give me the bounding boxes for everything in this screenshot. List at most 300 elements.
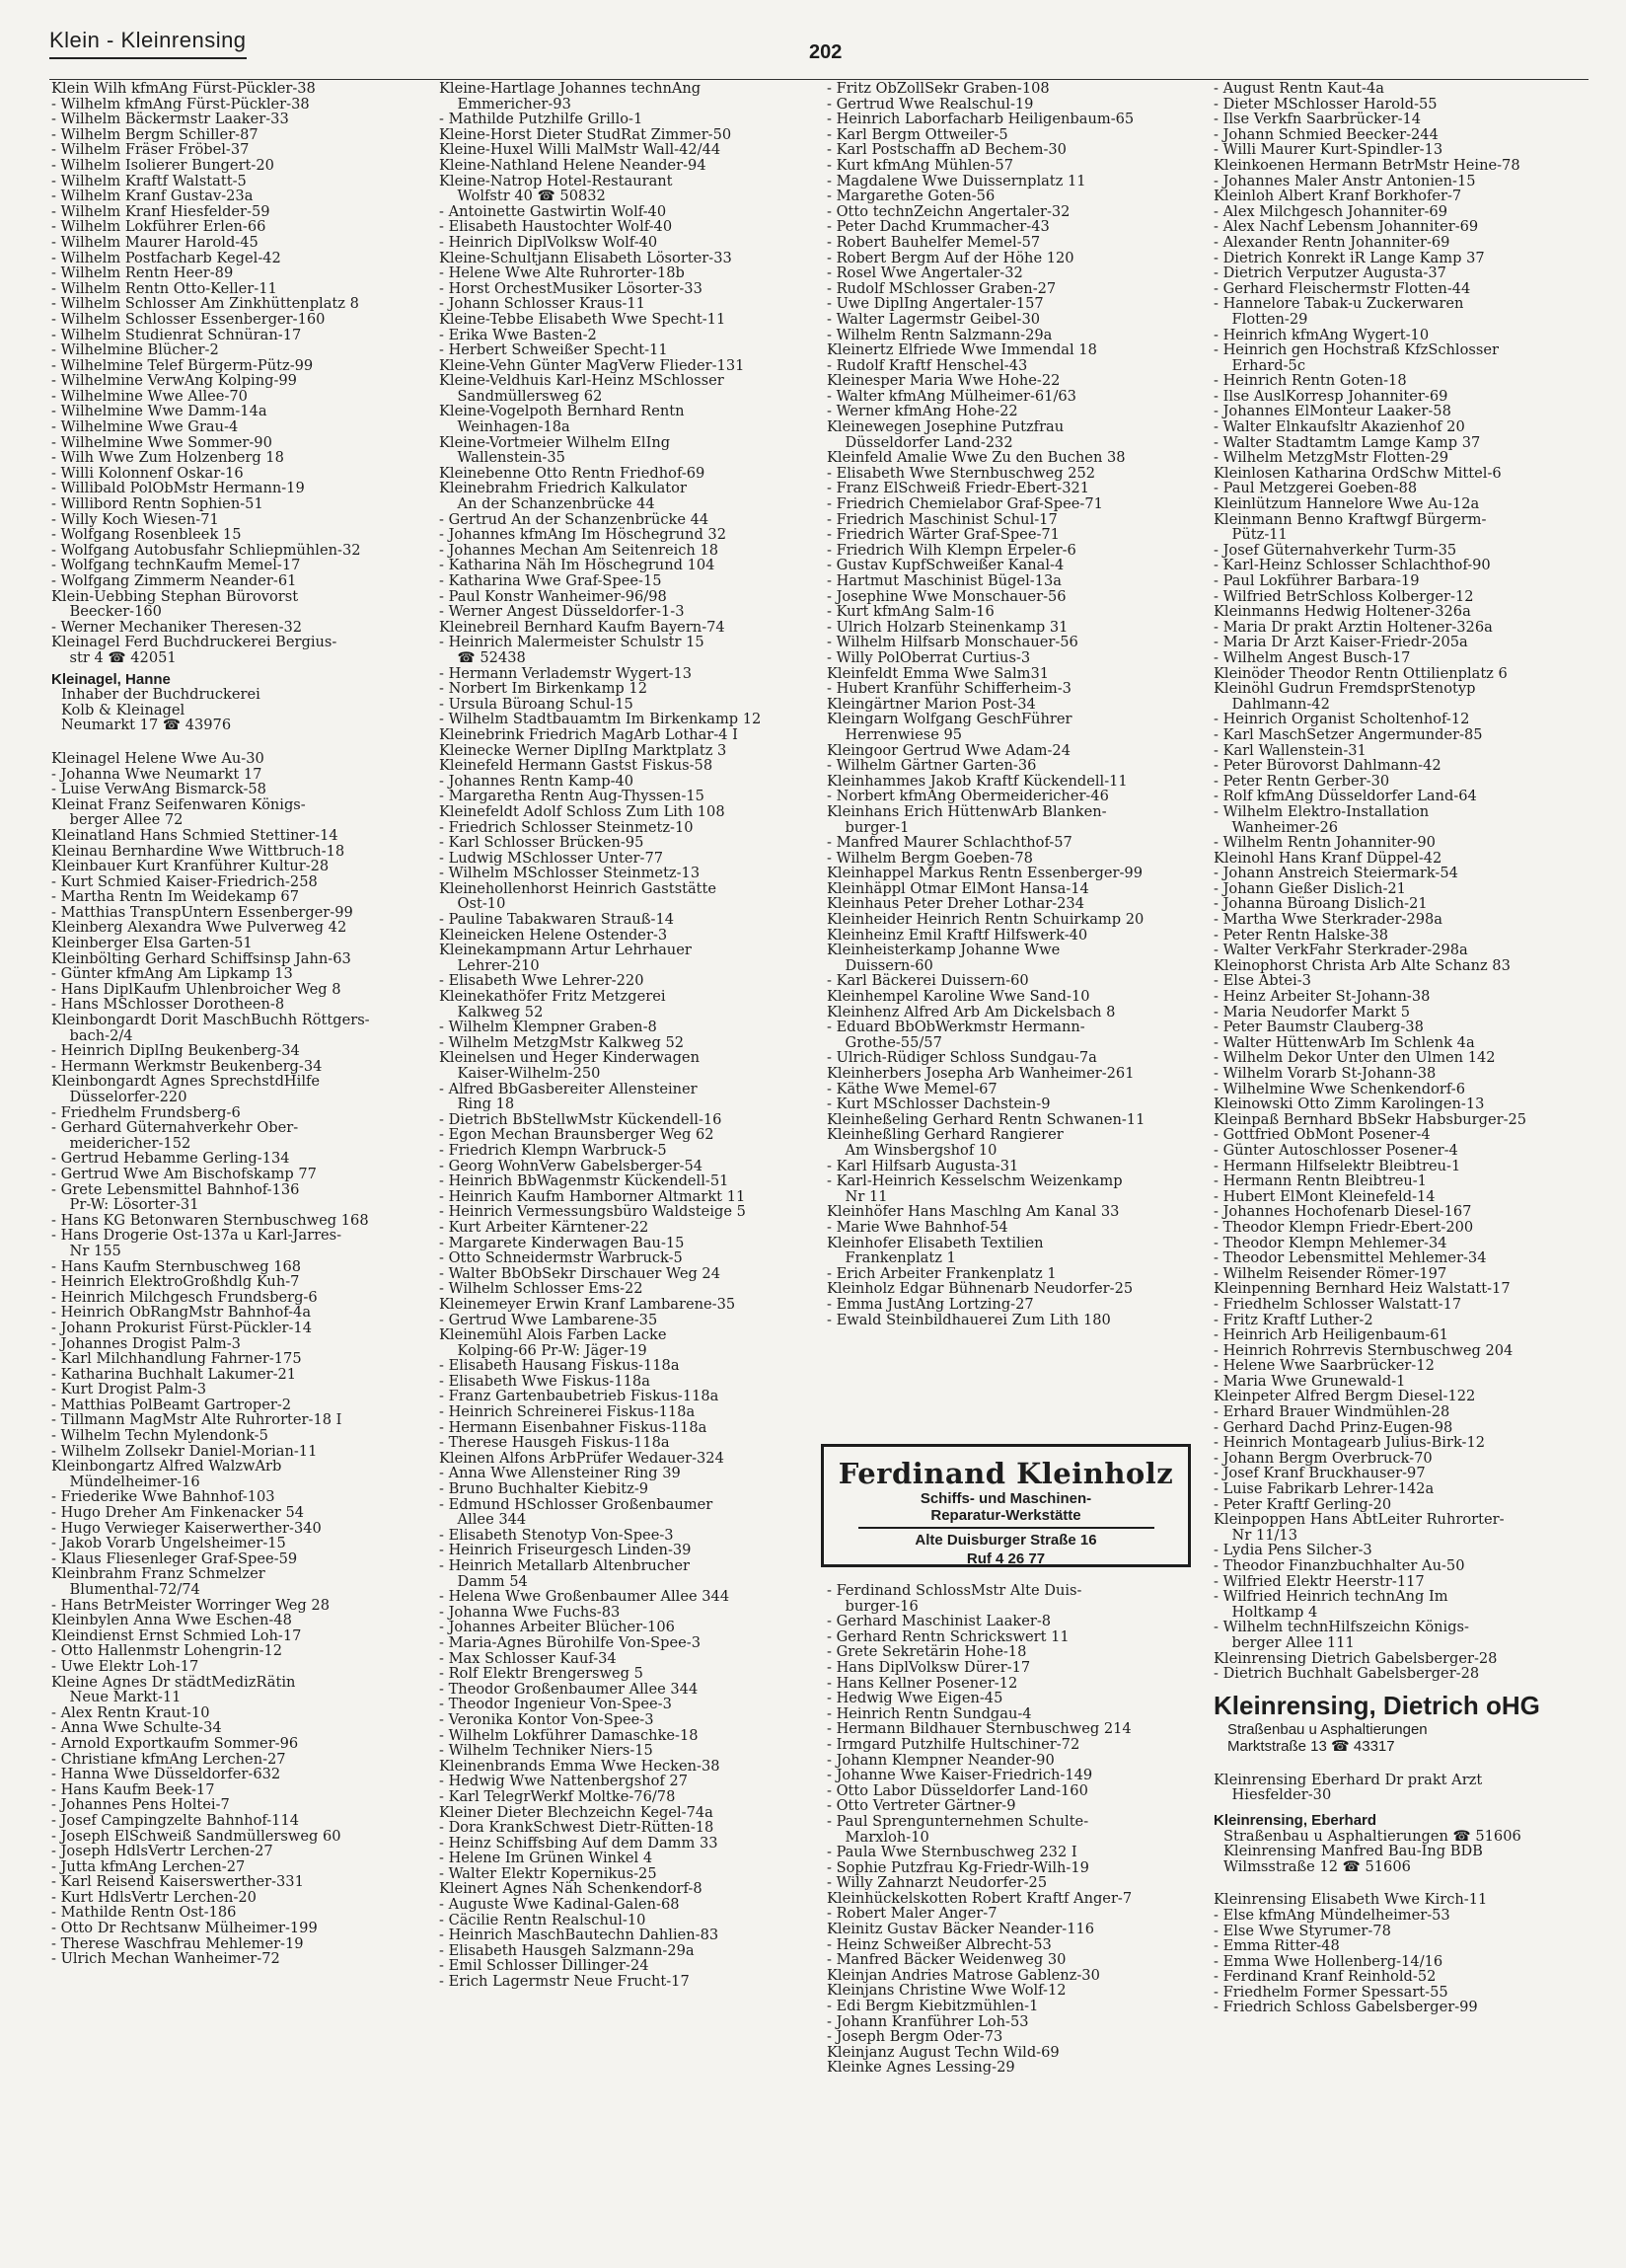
directory-entry: Marktstraße 13 ☎ 43317: [1227, 1737, 1395, 1755]
directory-entry: - Jutta kfmAng Lerchen-27: [51, 1858, 246, 1875]
directory-entry: - Friedrich Schloss Gabelsberger-99: [1214, 2000, 1478, 2016]
directory-entry: Sandmüllersweg 62: [439, 388, 603, 405]
directory-entry: Kleinpenning Bernhard Heiz Walstatt-17: [1214, 1281, 1511, 1297]
directory-entry: burger-1: [827, 819, 910, 836]
directory-entry: - Maria Dr prakt Ärztin Holtener-326a: [1214, 619, 1493, 636]
directory-entry: Kleinebrink Friedrich MagArb Lothar-4 I: [439, 726, 738, 743]
directory-entry: - Heinrich Montagearb Julius-Birk-12: [1214, 1435, 1486, 1451]
directory-entry: berger Allee 72: [51, 812, 184, 828]
directory-entry: - Heinrich gen Hochstraß KfzSchlosser: [1214, 342, 1499, 358]
directory-entry: - Heinz Schiffsbing Auf dem Damm 33: [439, 1835, 718, 1852]
directory-entry: - Grete Lebensmittel Bahnhof-136: [51, 1181, 300, 1198]
directory-entry: - Friedrich Chemielabor Graf-Spee-71: [827, 496, 1103, 512]
directory-entry: - Friedhelm Schlosser Walstatt-17: [1214, 1296, 1462, 1313]
directory-entry: Mündelheimer-16: [51, 1474, 200, 1490]
directory-entry: Kleinophorst Christa Arb Alte Schanz 83: [1214, 957, 1511, 974]
directory-entry: - Grete Sekretärin Hohe-18: [827, 1644, 1027, 1660]
directory-entry: - Wilhelm Bergm Goeben-78: [827, 850, 1033, 867]
directory-entry: burger-16: [827, 1598, 919, 1615]
directory-entry: Kleinfeldt Emma Wwe Salm31: [827, 665, 1050, 682]
directory-entry: - Paul Lokführer Barbara-19: [1214, 573, 1420, 589]
directory-entry: Kleingoor Gertrud Wwe Adam-24: [827, 742, 1071, 759]
directory-entry: Kleinagel Ferd Buchdruckerei Bergius-: [51, 635, 337, 650]
directory-entry: - Hans Drogerie Ost-137a u Karl-Jarres-: [51, 1228, 342, 1244]
ad-phone: Ruf 4 26 77: [966, 1550, 1046, 1567]
directory-entry: - Hermann Rentn Bleibtreu-1: [1214, 1173, 1427, 1189]
directory-entry: - Wilhelm MetzgMstr Kalkweg 52: [439, 1034, 685, 1051]
directory-entry: - Paula Wwe Sternbuschweg 232 I: [827, 1845, 1077, 1860]
spacer: [51, 733, 426, 751]
directory-entry: - Elisabeth Haustochter Wolf-40: [439, 219, 673, 235]
directory-entry: - Margarete Kinderwagen Bau-15: [439, 1235, 685, 1251]
directory-entry: - Gertrud Wwe Am Bischofskamp 77: [51, 1166, 317, 1182]
directory-entry: - Dietrich BbStellwMstr Kückendell-16: [439, 1111, 722, 1128]
directory-entry: Kleinheinz Emil Kraftf Hilfswerk-40: [827, 927, 1088, 944]
directory-entry: - Hannelore Tabak-u Zuckerwaren: [1214, 296, 1464, 312]
directory-entry: Kleinpeter Alfred Bergm Diesel-122: [1214, 1389, 1476, 1405]
directory-entry: Kleinheider Heinrich Rentn Schuirkamp 20: [827, 912, 1145, 928]
directory-entry: - Kurt Arbeiter Kärntener-22: [439, 1219, 649, 1236]
column-3: [827, 81, 1202, 1327]
directory-entry: Kleine-Natrop Hotel-Restaurant: [439, 173, 673, 189]
directory-entry: - Hartmut Maschinist Bügel-13a: [827, 573, 1062, 589]
directory-entry: - Wilhelm Zollsekr Daniel-Morian-11: [51, 1443, 318, 1460]
directory-entry: - Matthias TranspUntern Essenberger-99: [51, 904, 353, 921]
directory-entry: - Tillmann MagMstr Alte Ruhrorter-18 I: [51, 1412, 342, 1429]
directory-entry: - Karl Hilfsarb Augusta-31: [827, 1158, 1019, 1174]
directory-entry: - Robert Bauhelfer Memel-57: [827, 234, 1041, 251]
directory-entry: Wolfstr 40 ☎ 50832: [439, 189, 606, 204]
directory-entry: - Walter Lagermstr Geibel-30: [827, 311, 1041, 328]
directory-entry: Kleineicken Helene Ostender-3: [439, 927, 668, 944]
directory-entry: Kleinbongardt Dorit MaschBuchh Röttgers-: [51, 1013, 370, 1028]
directory-entry: - Hubert ElMont Kleinefeld-14: [1214, 1188, 1436, 1205]
directory-entry: - Willy Koch Wiesen-71: [51, 511, 219, 528]
ad-divider: [858, 1527, 1154, 1529]
directory-entry: - Otto Dr Rechtsanw Mülheimer-199: [51, 1921, 318, 1936]
directory-entry: - Rudolf MSchlosser Graben-27: [827, 280, 1057, 297]
directory-entry: - Johann Schlosser Kraus-11: [439, 296, 645, 312]
directory-entry: - Rudolf Kraftf Henschel-43: [827, 357, 1028, 374]
directory-entry: Kleinekampmann Artur Lehrhauer: [439, 943, 692, 958]
directory-entry: - Irmgard Putzhilfe Hultschiner-72: [827, 1736, 1080, 1753]
directory-entry: - Hans DiplKaufm Uhlenbroicher Weg 8: [51, 981, 341, 998]
directory-entry: - Karl Reisend Kaiserswerther-331: [51, 1874, 304, 1890]
directory-entry: berger Allee 111: [1214, 1634, 1355, 1651]
directory-entry: - Fritz ObZollSekr Graben-108: [827, 81, 1050, 97]
kleinrensing-eberhard-details: [1214, 1829, 1589, 1875]
directory-entry: - Wilhelm Angest Busch-17: [1214, 649, 1411, 666]
directory-entry: - Maria-Agnes Bürohilfe Von-Spee-3: [439, 1634, 701, 1651]
directory-entry: - Karl Milchhandlung Fahrner-175: [51, 1351, 302, 1367]
directory-entry: - Klaus Fliesenleger Graf-Spee-59: [51, 1550, 298, 1567]
directory-entry: - Friedhelm Former Spessart-55: [1214, 1984, 1448, 2001]
directory-entry: - Else kfmAng Mündelheimer-53: [1214, 1907, 1450, 1924]
directory-entry: - Hans Kellner Posener-12: [827, 1675, 1018, 1692]
directory-entry: - Maria Dr Arzt Kaiser-Friedr-205a: [1214, 635, 1468, 650]
directory-entry: Kleinefeld Hermann Gastst Fiskus-58: [439, 758, 713, 774]
directory-entry: Kleinkoenen Hermann BetrMstr Heine-78: [1214, 157, 1520, 174]
ferdinand-kleinholz-advertisement: [821, 1444, 1191, 1567]
directory-entry: Grothe-55/57: [827, 1034, 942, 1051]
directory-entry: - Wilhelm Gärtner Garten-36: [827, 758, 1037, 774]
directory-entry: - Willibald PolObMstr Hermann-19: [51, 481, 305, 497]
directory-entry: - Josef Kranf Bruckhauser-97: [1214, 1466, 1426, 1482]
directory-entry: - Gertrud Wwe Lambarene-35: [439, 1312, 658, 1328]
directory-entry: Kleinewegen Josephine Putzfrau: [827, 419, 1065, 435]
directory-entry: - Maria Neudorfer Markt 5: [1214, 1004, 1411, 1021]
directory-entry: - Wilhelm Vorarb St-Johann-38: [1214, 1066, 1437, 1082]
directory-entry: - Ulrich Mechan Wanheimer-72: [51, 1951, 280, 1967]
directory-entry: - Anna Wwe Schulte-34: [51, 1720, 222, 1736]
directory-entry: - Hans KG Betonwaren Sternbuschweg 168: [51, 1212, 369, 1229]
directory-entry: - Hugo Verwieger Kaiserwerther-340: [51, 1520, 322, 1537]
directory-entry: Kleinelsen und Heger Kinderwagen: [439, 1050, 700, 1066]
directory-entry: Kleinhofer Elisabeth Textilien: [827, 1235, 1044, 1251]
directory-entry: Düsselorfer-220: [51, 1090, 187, 1105]
directory-entry: - Johann Schmied Beecker-244: [1214, 126, 1439, 143]
directory-entry: Damm 54: [439, 1573, 528, 1590]
directory-entry: - Heinrich ObRangMstr Bahnhof-4a: [51, 1305, 312, 1321]
directory-entry: - Gerhard Maschinist Laaker-8: [827, 1614, 1052, 1629]
directory-entry: - Gerhard Dachd Prinz-Eugen-98: [1214, 1419, 1453, 1436]
directory-entry: Kleinhenz Alfred Arb Am Dickelsbach 8: [827, 1004, 1116, 1021]
directory-entry: Kleinertz Elfriede Wwe Immendal 18: [827, 342, 1097, 358]
directory-entry: Herrenwiese 95: [827, 726, 963, 743]
directory-entry: - Heinrich kfmAng Wygert-10: [1214, 327, 1430, 343]
directory-entry: Kleinbongardt Agnes SprechstdHilfe: [51, 1074, 321, 1090]
kleinagel-hanne-name: Kleinagel, Hanne: [51, 670, 171, 688]
directory-entry: - Karl Wallenstein-31: [1214, 742, 1367, 759]
directory-entry: - Wilhelm Klempner Graben-8: [439, 1020, 657, 1035]
directory-entry: - Christiane kfmAng Lerchen-27: [51, 1751, 286, 1768]
directory-entry: - Wilfried BetrSchloss Kolberger-12: [1214, 588, 1474, 605]
directory-entry: Kleinemeyer Erwin Kranf Lambarene-35: [439, 1296, 736, 1313]
directory-entry: - Wilhelmine VerwAng Kolping-99: [51, 373, 297, 389]
directory-entry: - Hans Kaufm Sternbuschweg 168: [51, 1258, 302, 1275]
directory-entry: - Erich Lagermstr Neue Frucht-17: [439, 1974, 690, 1990]
header-rule: [49, 79, 1589, 80]
directory-entry: - Otto Hallenmstr Lohengrin-12: [51, 1643, 283, 1659]
directory-entry: meidericher-152: [51, 1135, 191, 1152]
directory-entry: - Manfred Bäcker Weidenweg 30: [827, 1952, 1067, 1968]
directory-entry: - Rolf kfmAng Düsseldorfer Land-64: [1214, 789, 1477, 804]
directory-entry: - Wilhelmine Telef Bürgerm-Pütz-99: [51, 357, 314, 374]
page-number: 202: [809, 41, 843, 63]
directory-entry: - Otto Vertreter Gärtner-9: [827, 1798, 1016, 1814]
directory-entry: Wilmsstraße 12 ☎ 51606: [1223, 1857, 1411, 1875]
directory-entry: - Hugo Dreher Am Finkenacker 54: [51, 1505, 305, 1521]
directory-entry: - Uwe Elektr Loh-17: [51, 1658, 199, 1675]
directory-entry: - Kurt kfmAng Salm-16: [827, 604, 995, 620]
directory-entry: - Theodor Finanzbuchhalter Au-50: [1214, 1558, 1465, 1574]
directory-entry: - Wolfgang Rosenbleek 15: [51, 527, 242, 543]
directory-entry: Ost-10: [439, 896, 506, 913]
directory-entry: - Martha Wwe Sterkrader-298a: [1214, 912, 1442, 928]
directory-entry: - Arnold Exportkaufm Sommer-96: [51, 1735, 299, 1752]
directory-entry: - Walter HüttenwArb Im Schlenk 4a: [1214, 1034, 1475, 1051]
directory-entry: - Gerhard Rentn Schrickswert 11: [827, 1628, 1070, 1645]
column-1-entries-a: [51, 81, 426, 666]
directory-entry: Kleinhückelskotten Robert Kraftf Anger-7: [827, 1890, 1133, 1907]
directory-entry: - Wilhelmine Wwe Schenkendorf-6: [1214, 1081, 1465, 1097]
directory-entry: Kleiner Dieter Blechzeichn Kegel-74a: [439, 1804, 713, 1821]
directory-entry: - Heinrich Schreinerei Fiskus-118a: [439, 1404, 696, 1420]
directory-entry: - Johann Gießer Dislich-21: [1214, 880, 1406, 897]
directory-entry: Kleinebrahm Friedrich Kalkulator: [439, 481, 687, 497]
directory-entry: Kleine-Huxel Willi MalMstr Wall-42/44: [439, 142, 721, 158]
directory-entry: - Johann Anstreich Steiermark-54: [1214, 866, 1458, 881]
directory-entry: Kleinhaus Peter Dreher Lothar-234: [827, 896, 1084, 913]
directory-entry: - Heinrich DiplIng Beukenberg-34: [51, 1043, 300, 1059]
directory-entry: Kleinrensing Dietrich Gabelsberger-28: [1214, 1650, 1498, 1667]
directory-entry: Duissern-60: [827, 957, 933, 974]
directory-entry: Kleinagel Helene Wwe Au-30: [51, 750, 264, 767]
directory-entry: - Otto Labor Düsseldorfer Land-160: [827, 1782, 1088, 1799]
ad-line-2: Reparatur-Werkstätte: [930, 1507, 1081, 1524]
directory-entry: Lehrer-210: [439, 957, 540, 974]
page-header: [49, 28, 1589, 71]
directory-entry: Kleinmanns Hedwig Holtener-326a: [1214, 604, 1471, 620]
directory-entry: - Wilhelm technHilfszeichn Königs-: [1214, 1620, 1469, 1635]
directory-entry: Kaiser-Wilhelm-250: [439, 1066, 601, 1082]
directory-entry: - Georg WohnVerw Gabelsberger-54: [439, 1158, 703, 1174]
directory-entry: - Karl Bäckerei Duissern-60: [827, 973, 1029, 990]
directory-entry: - Wilhelm Kranf Hiesfelder-59: [51, 203, 270, 220]
directory-entry: - Otto Schneidermstr Warbruck-5: [439, 1250, 683, 1266]
directory-entry: - Anna Wwe Allensteiner Ring 39: [439, 1466, 681, 1482]
directory-entry: - Uwe DiplIng Angertaler-157: [827, 296, 1044, 312]
directory-entry: - Friedrich Klempn Warbruck-5: [439, 1142, 667, 1159]
directory-entry: Kleinhempel Karoline Wwe Sand-10: [827, 989, 1090, 1005]
directory-entry: - Hanna Wwe Düsseldorfer-632: [51, 1767, 281, 1782]
directory-entry: - Paul Sprengunternehmen Schulte-: [827, 1813, 1089, 1830]
directory-entry: - Johannes Mechan Am Seitenreich 18: [439, 542, 719, 559]
directory-entry: Kleinrensing Eberhard Dr prakt Arzt: [1214, 1772, 1483, 1788]
directory-entry: Kleine-Veldhuis Karl-Heinz MSchlosser: [439, 373, 724, 389]
directory-entry: Inhaber der Buchdruckerei: [61, 686, 260, 704]
directory-entry: - Gertrud An der Schanzenbrücke 44: [439, 511, 709, 528]
directory-entry: - Ewald Steinbildhauerei Zum Lith 180: [827, 1312, 1111, 1328]
directory-entry: Kleingarn Wolfgang GeschFührer: [827, 712, 1072, 727]
directory-entry: - Wilhelm Bergm Schiller-87: [51, 126, 259, 143]
directory-entry: Marxloh-10: [827, 1829, 929, 1846]
directory-entry: - Gertrud Wwe Realschul-19: [827, 96, 1034, 113]
directory-entry: - Mathilde Putzhilfe Grillo-1: [439, 112, 643, 127]
directory-entry: - Walter kfmAng Mülheimer-61/63: [827, 388, 1076, 405]
column-1-entries-b: [51, 751, 426, 1967]
kleinrensing-dietrich-ohg-details: [1214, 1721, 1589, 1755]
directory-entry: - Wolfgang Autobusfahr Schliepmühlen-32: [51, 542, 361, 559]
directory-entry: - Horst OrchestMusiker Lösorter-33: [439, 280, 702, 297]
directory-entry: - Helene Wwe Saarbrücker-12: [1214, 1358, 1435, 1374]
directory-entry: - Karl Schlosser Brücken-95: [439, 835, 644, 851]
directory-entry: - Herbert Schweißer Specht-11: [439, 342, 668, 358]
directory-entry: Neumarkt 17 ☎ 43976: [61, 717, 232, 734]
directory-entry: - Ilse AuslKorresp Johanniter-69: [1214, 388, 1448, 405]
directory-entry: - Manfred Maurer Schlachthof-57: [827, 835, 1072, 851]
directory-entry: - Heinrich Kaufm Hamborner Altmarkt 11: [439, 1188, 746, 1205]
directory-entry: - Wilhelm MetzgMstr Flotten-29: [1214, 450, 1449, 466]
directory-entry: - Norbert kfmAng Obermeidericher-46: [827, 789, 1109, 804]
title-underline: [49, 57, 247, 59]
directory-entry: - Walter Elnkaufsltr Akazienhof 20: [1214, 419, 1465, 435]
directory-entry: - Edmund HSchlosser Großenbaumer: [439, 1496, 713, 1513]
directory-entry: Kleinebenne Otto Rentn Friedhof-69: [439, 465, 705, 482]
directory-entry: - Karl MaschSetzer Angermunder-85: [1214, 726, 1483, 743]
directory-entry: Klein Wilh kfmAng Fürst-Pückler-38: [51, 81, 316, 97]
directory-entry: Kleine-Hartlage Johannes technAng: [439, 81, 702, 97]
directory-entry: Kleinbongartz Alfred WalzwArb: [51, 1459, 282, 1474]
directory-entry: - Josephine Wwe Monschauer-56: [827, 588, 1067, 605]
directory-entry: - Luise VerwAng Bismarck-58: [51, 782, 266, 797]
directory-entry: Kleine Agnes Dr städtMedizRätin: [51, 1674, 296, 1691]
directory-entry: - Ludwig MSchlosser Unter-77: [439, 850, 664, 867]
directory-entry: - Marie Wwe Bahnhof-54: [827, 1219, 1008, 1236]
directory-entry: - Hedwig Wwe Eigen-45: [827, 1691, 1003, 1706]
directory-entry: - Peter Kraftf Gerling-20: [1214, 1496, 1392, 1513]
directory-entry: - Wilhelm Stadtbauamtm Im Birkenkamp 12: [439, 712, 762, 727]
ad-line-1: Schiffs- und Maschinen-: [920, 1490, 1092, 1507]
directory-entry: - Helena Wwe Großenbaumer Allee 344: [439, 1589, 730, 1605]
directory-entry: - Karl Postschaffn aD Bechem-30: [827, 142, 1067, 158]
directory-entry: - Hermann Bildhauer Sternbuschweg 214: [827, 1721, 1132, 1737]
directory-entry: str 4 ☎ 42051: [51, 649, 177, 666]
directory-entry: - Johann Kranführer Loh-53: [827, 2013, 1029, 2030]
column-3-lower: [827, 1583, 1202, 2076]
directory-entry: - Paul Metzgerei Goeben-88: [1214, 481, 1418, 497]
directory-entry: - Else Wwe Styrumer-78: [1214, 1923, 1391, 1939]
directory-entry: Kleinjanz August Techn Wild-69: [827, 2044, 1060, 2061]
directory-entry: - Werner Angest Düsseldorfer-1-3: [439, 604, 685, 620]
directory-entry: Kleinberger Elsa Garten-51: [51, 936, 253, 951]
directory-entry: Kolping-66 Pr-W: Jäger-19: [439, 1342, 647, 1359]
directory-entry: - Therese Hausgeh Fiskus-118a: [439, 1435, 670, 1451]
directory-entry: - Kurt Schmied Kaiser-Friedrich-258: [51, 873, 318, 890]
directory-entry: - Katharina Näh Im Höschegrund 104: [439, 558, 715, 573]
directory-entry: Neue Markt-11: [51, 1690, 182, 1705]
directory-entry: - Hans Kaufm Beek-17: [51, 1781, 215, 1798]
directory-entry: - Johannes Rentn Kamp-40: [439, 773, 634, 790]
directory-entry: - Ilse Verkfn Saarbrücker-14: [1214, 112, 1422, 127]
directory-entry: - Joseph ElSchweiß Sandmüllersweg 60: [51, 1828, 341, 1845]
directory-entry: Kleinpoppen Hans AbtLeiter Ruhrorter-: [1214, 1512, 1505, 1528]
directory-entry: - Heinrich Metallarb Altenbrucher: [439, 1558, 691, 1574]
directory-entry: - Wilhelm Rentn Johanniter-90: [1214, 835, 1436, 851]
directory-entry: - Friedrich Schlosser Steinmetz-10: [439, 819, 694, 836]
column-3-entries-b: [827, 1583, 1202, 2076]
directory-entry: - Alex Milchgesch Johanniter-69: [1214, 203, 1447, 220]
directory-entry: - Gertrud Hebamme Gerling-134: [51, 1151, 290, 1167]
directory-entry: Kleinau Bernhardine Wwe Wittbruch-18: [51, 843, 345, 860]
column-3-entries-a: [827, 81, 1202, 1327]
directory-entry: Kleinemühl Alois Farben Lacke: [439, 1327, 667, 1343]
directory-entry: - Heinrich ElektroGroßhdlg Kuh-7: [51, 1274, 300, 1290]
directory-entry: - Hermann Eisenbahner Fiskus-118a: [439, 1419, 707, 1436]
kleinrensing-dietrich-ohg-name: Kleinrensing, Dietrich oHG: [1214, 1690, 1540, 1720]
directory-entry: Hiesfelder-30: [1214, 1787, 1332, 1803]
directory-entry: - Josef Campingzelte Bahnhof-114: [51, 1812, 300, 1829]
directory-entry: Kleinert Agnes Näh Schenkendorf-8: [439, 1881, 702, 1898]
directory-entry: - Johannes Hochofenarb Diesel-167: [1214, 1204, 1472, 1220]
directory-entry: Kleinesper Maria Wwe Hohe-22: [827, 373, 1061, 389]
column-4: [1214, 81, 1589, 2015]
directory-entry: - Willi Maurer Kurt-Spindler-13: [1214, 142, 1443, 158]
directory-entry: - Gustav KupfSchweißer Kanal-4: [827, 558, 1065, 573]
directory-entry: Straßenbau u Asphaltierungen ☎ 51606: [1223, 1827, 1521, 1845]
directory-entry: - Eduard BbObWerkmstr Hermann-: [827, 1020, 1085, 1035]
directory-entry: - Theodor Großenbaumer Allee 344: [439, 1681, 699, 1698]
directory-entry: - Wilhelm Fräser Fröbel-37: [51, 142, 250, 158]
directory-entry: - Sophie Putzfrau Kg-Friedr-Wilh-19: [827, 1859, 1089, 1876]
directory-entry: - Bruno Buchhalter Kiebitz-9: [439, 1481, 649, 1497]
directory-entry: - Wilhelm Schlosser Ems-22: [439, 1281, 643, 1297]
directory-entry: Kleinherbers Josepha Arb Wanheimer-261: [827, 1066, 1135, 1082]
directory-entry: Kleinöder Theodor Rentn Ottilienplatz 6: [1214, 665, 1508, 682]
directory-entry: - Otto technZeichn Angertaler-32: [827, 203, 1071, 220]
directory-entry: - Willibord Rentn Sophien-51: [51, 496, 263, 512]
directory-entry: - Peter Baumstr Clauberg-38: [1214, 1020, 1424, 1035]
directory-entry: - Wolfgang technKaufm Memel-17: [51, 558, 301, 573]
directory-entry: - Johannes Arbeiter Blücher-106: [439, 1620, 675, 1635]
directory-entry: Kleinlosen Katharina OrdSchw Mittel-6: [1214, 465, 1502, 482]
directory-entry: - Heinrich Milchgesch Frundsberg-6: [51, 1289, 318, 1306]
directory-entry: - Wilhelm Maurer Harold-45: [51, 234, 259, 251]
directory-entry: - Wilhelmine Wwe Sommer-90: [51, 434, 272, 451]
directory-entry: - Katharina Buchhalt Lakumer-21: [51, 1366, 297, 1383]
directory-entry: - Wilhelm Isolierer Bungert-20: [51, 157, 274, 174]
directory-entry: Kleinrensing Manfred Bau-Ing BDB: [1223, 1843, 1483, 1860]
directory-entry: - Heinrich Rentn Goten-18: [1214, 373, 1407, 389]
directory-entry: - Friedrich Maschinist Schul-17: [827, 511, 1058, 528]
directory-entry: Kleinen Alfons ArbPrüfer Wedauer-324: [439, 1450, 724, 1467]
directory-entry: - Franz Gartenbaubetrieb Fiskus-118a: [439, 1389, 719, 1405]
column-2: [439, 81, 814, 1990]
directory-entry: - Walter Stadtamtm Lamge Kamp 37: [1214, 434, 1481, 451]
directory-entry: - Johannes kfmAng Im Höschegrund 32: [439, 527, 726, 543]
column-4-entries-b: [1214, 1773, 1589, 1803]
directory-entry: Kleinebreil Bernhard Kaufm Bayern-74: [439, 619, 725, 636]
directory-entry: - Elisabeth Hausang Fiskus-118a: [439, 1358, 680, 1374]
directory-entry: - Elisabeth Hausgeh Salzmann-29a: [439, 1942, 695, 1959]
directory-entry: Kleine-Vehn Günter MagVerw Flieder-131: [439, 357, 745, 374]
directory-entry: - Kurt HdlsVertr Lerchen-20: [51, 1889, 257, 1906]
directory-entry: Kleingärtner Marion Post-34: [827, 696, 1036, 713]
kleinrensing-eberhard-name: Kleinrensing, Eberhard: [1214, 1811, 1377, 1829]
directory-entry: - Peter Bürovorst Dahlmann-42: [1214, 758, 1441, 774]
directory-entry: ☎ 52438: [439, 649, 526, 666]
directory-entry: - Karl TelegrWerkf Moltke-76/78: [439, 1788, 676, 1805]
directory-entry: - Hermann Verlademstr Wygert-13: [439, 665, 693, 682]
directory-entry: Kleinhöfer Hans Maschlng Am Kanal 33: [827, 1204, 1120, 1220]
directory-entry: - Erich Arbeiter Frankenplatz 1: [827, 1265, 1057, 1282]
directory-entry: - Wilhelmine Wwe Grau-4: [51, 419, 239, 435]
directory-entry: - Dora KrankSchwest Dietr-Rütten-18: [439, 1820, 714, 1836]
directory-entry: - Dieter MSchlosser Harold-55: [1214, 96, 1438, 113]
ad-address: Alte Duisburger Straße 16: [915, 1532, 1097, 1549]
directory-entry: - Wilhelm Schlosser Essenberger-160: [51, 311, 326, 328]
directory-entry: - Heinz Schweißer Albrecht-53: [827, 1936, 1052, 1953]
directory-entry: - Wilhelm Lokführer Damaschke-18: [439, 1727, 699, 1744]
directory-entry: - Wilh Wwe Zum Holzenberg 18: [51, 450, 284, 466]
directory-entry: - Friedrich Wärter Graf-Spee-71: [827, 527, 1060, 543]
directory-entry: - Hans MSchlosser Dorotheen-8: [51, 997, 285, 1014]
directory-entry: - Elisabeth Wwe Lehrer-220: [439, 973, 644, 990]
directory-entry: Dahlmann-42: [1214, 696, 1330, 713]
directory-entry: - Theodor Klempn Friedr-Ebert-200: [1214, 1219, 1474, 1236]
directory-entry: - Hedwig Wwe Nattenbergshof 27: [439, 1774, 688, 1789]
directory-entry: - Erika Wwe Basten-2: [439, 327, 597, 343]
